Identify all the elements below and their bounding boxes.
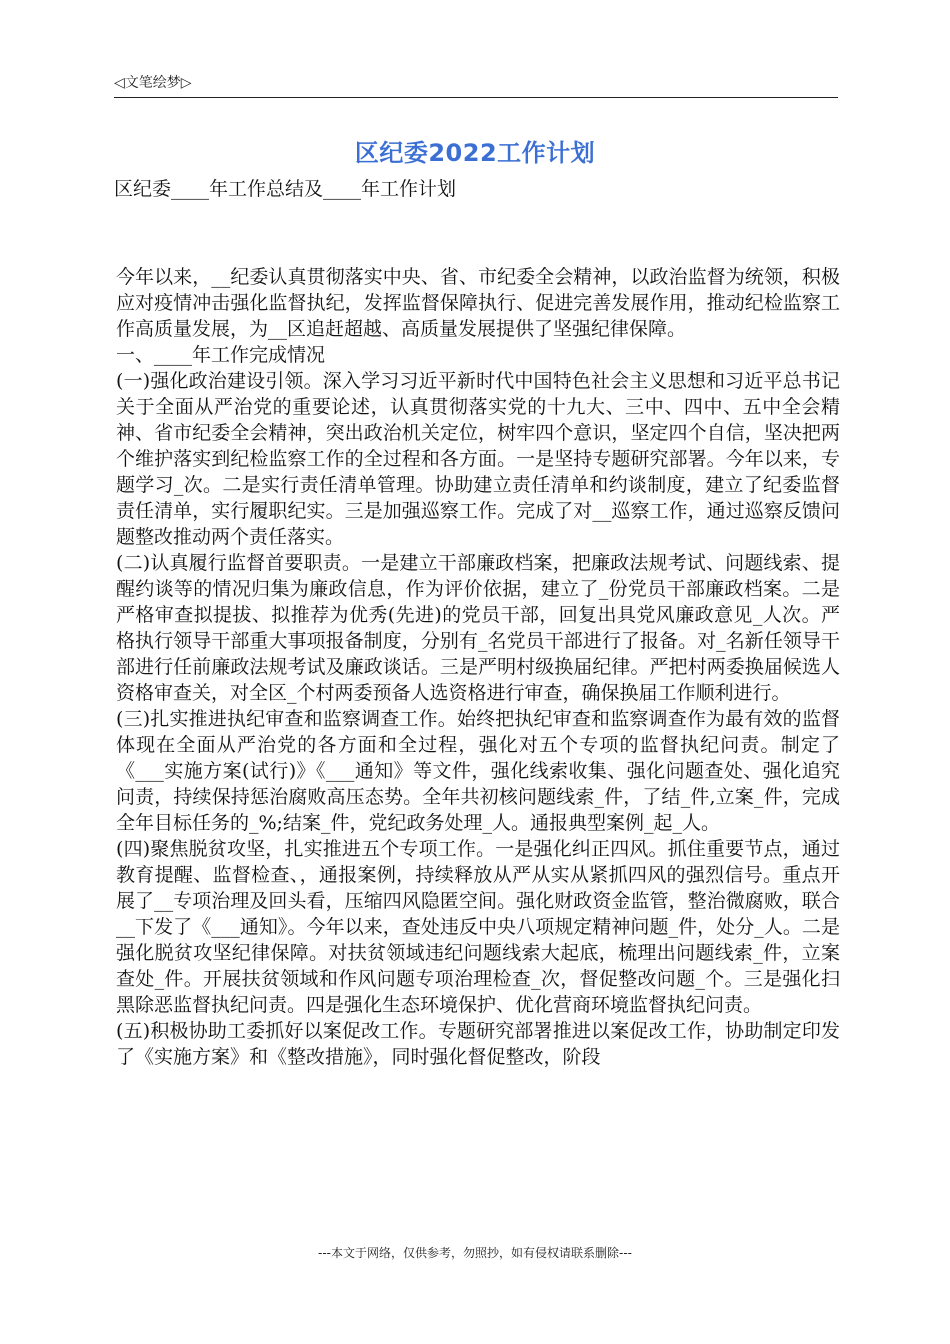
footer-disclaimer: ---本文于网络，仅供参考，勿照抄，如有侵权请联系删除--- <box>318 1246 632 1260</box>
document-title: 区纪委2022工作计划 <box>354 139 596 167</box>
document-subtitle: 区纪委____年工作总结及____年工作计划 <box>114 178 457 200</box>
paragraph-intro: 今年以来，__纪委认真贯彻落实中央、省、市纪委全会精神，以政治监督为统领，积极应对疫情冲击强化监督执纪，发挥监督保障执行、促进完善发展作用，推动纪检监察工作高质量发展，为__区追赶超越、高质量发展提供了坚强纪律保障。 <box>116 266 840 340</box>
paragraph-item-3: (三)扎实推进执纪审查和监察调查工作。始终把执纪审查和监察调查作为最有效的监督体现在全面从严治党的各方面和全过程，强化对五个专项的监督执纪问责。制定了《___实施方案(试行)》《___通知》等文件，强化线索收集、强化问题查处、强化追究问责，持续保持惩治腐败高压态势。全年共初核问题线索_件，了结_件,立案_件，完成全年目标任务的_%;结案_件，党纪政务处理_人。通报典型案例_起_人。 <box>116 708 840 834</box>
paragraph-item-4: (四)聚焦脱贫攻坚，扎实推进五个专项工作。一是强化纠正四风。抓住重要节点，通过教育提醒、监督检查、，通报案例，持续释放从严从实从紧抓四风的强烈信号。重点开展了__专项治理及回头看，压缩四风隐匿空间。强化财政资金监管，整治微腐败，联合__下发了《___通知》。今年以来，查处违反中央八项规定精神问题_件，处分_人。二是强化脱贫攻坚纪律保障。对扶贫领域违纪问题线索大起底，梳理出问题线索_件，立案查处_件。开展扶贫领域和作风问题专项治理检查_次，督促整改问题_个。三是强化扫黑除恶监督执纪问责。四是强化生态环境保护、优化营商环境监督执纪问责。 <box>116 838 840 1016</box>
paragraph-item-5: (五)积极协助工委抓好以案促改工作。专题研究部署推进以案促改工作，协助制定印发了《实施方案》和《整改措施》，同时强化督促整改，阶段 <box>116 1020 840 1068</box>
section-heading: 一、____年工作完成情况 <box>116 344 326 366</box>
header-divider <box>114 97 838 98</box>
paragraph-item-1: (一)强化政治建设引领。深入学习习近平新时代中国特色社会主义思想和习近平总书记关于全面从严治党的重要论述，认真贯彻落实党的十九大、三中、四中、五中全会精神、省市纪委全会精神，突出政治机关定位，树牢四个意识，坚定四个自信，坚决把两个维护落实到纪检监察工作的全过程和各方面。一是坚持专题研究部署。今年以来，专题学习_次。二是实行责任清单管理。协助建立责任清单和约谈制度，建立了纪委监督责任清单，实行履职纪实。三是加强巡察工作。完成了对__巡察工作，通过巡察反馈问题整改推动两个责任落实。 <box>116 370 840 548</box>
document-body <box>116 264 840 1070</box>
paragraph-item-2: (二)认真履行监督首要职责。一是建立干部廉政档案，把廉政法规考试、问题线索、提醒约谈等的情况归集为廉政信息，作为评价依据，建立了_份党员干部廉政档案。二是严格审查拟提拔、拟推荐为优秀(先进)的党员干部，回复出具党风廉政意见_人次。严格执行领导干部重大事项报备制度，分别有_名党员干部进行了报备。对_名新任领导干部进行任前廉政法规考试及廉政谈话。三是严明村级换届纪律。严把村两委换届候选人资格审查关，对全区_个村两委预备人选资格进行审查，确保换届工作顺利进行。 <box>116 552 840 704</box>
header-logo-mark: ◁文笔绘梦▷ <box>114 75 192 91</box>
